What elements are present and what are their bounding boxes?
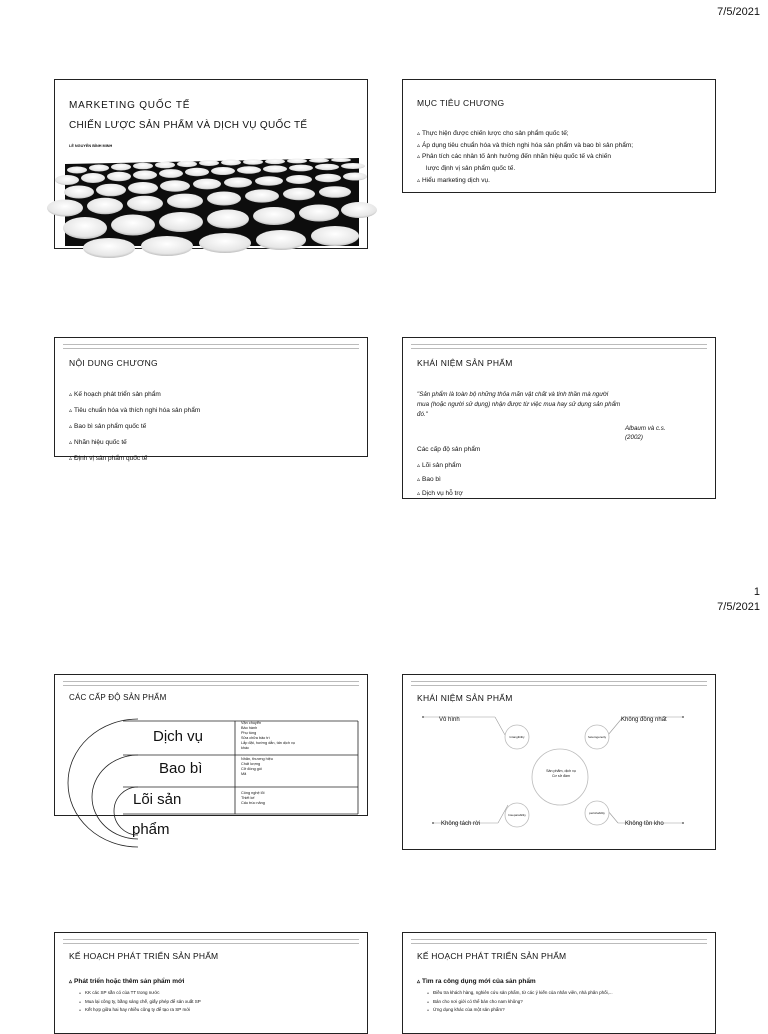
list-item: ▵ Kế hoạch phát triển sản phẩm [69,387,200,403]
slide-product-development-plan [54,932,368,1034]
author-name: LÊ NGUYỄN BÌNH MINH [69,144,113,148]
triangle-bullet-icon: ▵ [417,463,421,469]
list-item: ▵ Áp dụng tiêu chuẩn hóa và thích nghi hóa sản phẩm và bao bì sản phẩm; [417,140,633,152]
slide-product-development-plan-2 [402,932,716,1034]
sub-list-item: ▵ Mua lại công ty, bằng sáng chế, giấy phép để sản xuất SP [79,998,201,1004]
level-core-label: Lõi sản [133,791,182,808]
list-item: Sửa chữa bảo trì [241,736,270,740]
list-item: ▵ Bao bì sản phẩm quốc tế [69,419,200,435]
slide-top-bar [63,344,359,349]
triangle-bullet-icon: ▵ [417,979,421,985]
label-inseparable: Không tách rời [441,821,481,827]
label-heterogeneous: Không đồng nhất [621,717,667,723]
center-node-sublabel: Cơ sở đầm [551,774,571,778]
list-item: ▵ Phân tích các nhân tố ảnh hưởng đến nhãn hiệu quốc tế và chiến [417,153,611,160]
packaging-items [241,757,273,777]
citation [625,424,666,442]
triangle-bullet-icon: ▵ [69,440,73,446]
list-item: ▵ Định vị sản phẩm quốc tế [69,451,200,467]
core-items [241,791,265,806]
list-item: ▵ Hiểu marketing dịch vụ. [417,175,633,187]
list-item: Vận chuyển [241,721,262,725]
center-node [539,769,583,779]
triangle-bullet-icon: ▵ [417,491,421,497]
sub-list-item: ▵ Điều tra khách hàng, nghiên cứu sản phẩm, từ các ý kiến của nhân viên, nhà phân phối,... [427,990,613,995]
citation-author: Albaum và c.s. [625,425,666,432]
triangle-bullet-icon: ▵ [69,456,73,462]
list-item: Công nghệ lõi [241,791,265,795]
list-item: Mã [241,772,247,776]
slide-title-line2: CHIẾN LƯỢC SẢN PHẨM VÀ DỊCH VỤ QUỐC TẾ [69,120,308,131]
levels-diagram [63,715,363,815]
list-item: Nhãn, thương hiệu [241,757,273,761]
circles-pattern-image [65,158,359,246]
label-perishable: Không tồn kho [625,821,664,827]
list-item: ▵ Bao bì [417,473,463,487]
slide-top-bar [63,681,359,686]
level-packaging-label: Bao bì [159,760,203,777]
slide-top-bar [411,344,707,349]
slide-contents [54,337,368,462]
definition-quote [417,390,620,420]
slide-service-characteristics [402,674,716,850]
page-number: 1 [753,586,760,598]
triangle-bullet-icon: ▵ [79,998,82,1004]
list-item-continuation: lược định vị sản phẩm quốc tế. [426,165,516,172]
triangle-bullet-icon: ▵ [69,408,73,414]
sub-list-item: ▵ Ứng dụng khác của một sản phẩm? [427,1007,505,1012]
triangle-bullet-icon: ▵ [79,1007,82,1012]
list-item: Lắp đặt, hướng dẫn, tấn dịch vụ [241,741,296,745]
list-item: Chất lượng [241,762,261,766]
list-item: Cấu trúc năng [241,801,265,805]
list-item: ▵ Nhãn hiệu quốc tế [69,435,200,451]
circle-inseparability: Inseparability [508,813,526,817]
slide-product-levels [54,674,368,816]
list-item: Thiết kế [241,796,255,800]
sub-list-item: ▵ Bán cho nơi giới có thể bán cho nam không? [427,998,523,1004]
list-item: ▵ Tiêu chuẩn hóa và thích nghi hóa sản phẩm [69,403,200,419]
slide-top-bar [411,939,707,944]
list-item: Cỡ đóng gói [241,767,262,771]
list-item: Bảo hành [241,726,258,730]
triangle-bullet-icon: ▵ [69,392,73,398]
page-date-middle: 7/5/2021 [717,601,760,613]
slide-heading: CÁC CẤP ĐỘ SẢN PHẨM [69,693,167,702]
list-item: ▵ Dịch vụ hỗ trợ [417,487,463,501]
triangle-bullet-icon: ▵ [417,131,421,137]
citation-year: (2002) [625,434,643,441]
circle-perishability: perishability [589,811,605,815]
slide-objectives [402,79,716,193]
service-items [241,721,295,751]
list-item: ▵ Tìm ra công dụng mới của sản phẩm [417,975,613,989]
circle-intangibility: Intangibility [509,735,525,739]
levels-heading: Các cấp độ sản phẩm [417,446,481,453]
list-item: ▵ Phát triển hoặc thêm sản phẩm mới [69,975,201,989]
triangle-bullet-icon: ▵ [69,424,73,430]
slide-heading: MỤC TIÊU CHƯƠNG [417,98,505,108]
triangle-bullet-icon: ▵ [417,143,421,149]
slide-heading: KẾ HOẠCH PHÁT TRIỂN SẢN PHẨM [417,951,567,961]
list-item: ▵ Lõi sản phẩm [417,459,463,473]
level-core-label-overflow: phẩm [132,821,170,838]
label-intangible: Vô hình [439,717,460,723]
slide-title-line1: MARKETING QUỐC TẾ [69,100,191,111]
page-date-top: 7/5/2021 [717,6,760,18]
slide-top-bar [411,681,707,686]
slide-heading: KHÁI NIỆM SẢN PHẨM [417,693,513,703]
quote-line: "Sản phẩm là toàn bộ những thỏa mãn vật chất và tinh thần mà người [417,391,609,398]
list-item: khác [241,746,250,750]
quote-line: mua (hoặc người sử dụng) nhận được từ việc mua hay sử dụng sản phẩm [417,401,621,408]
slide-heading: KẾ HOẠCH PHÁT TRIỂN SẢN PHẨM [69,951,219,961]
circle-heterogeneity: heterogeneity [587,735,607,739]
triangle-bullet-icon: ▵ [417,154,421,160]
level-service-label: Dịch vụ [153,728,204,745]
triangle-bullet-icon: ▵ [427,998,430,1004]
triangle-bullet-icon: ▵ [427,990,430,995]
slide-heading: KHÁI NIỆM SẢN PHẨM [417,358,513,368]
triangle-bullet-icon: ▵ [417,477,421,483]
sub-list-item: ▵ Kết hợp giữa hai hay nhiều công ty để tạo ra SP mới [79,1007,191,1012]
center-node-label: Sản phẩm, dịch vụ [546,769,576,773]
quote-line: đó." [417,411,428,418]
list-item: Phụ tùng [241,731,257,735]
slide-product-concept [402,337,716,499]
list-item: ▵ Thực hiện được chiến lược cho sản phẩm quốc tế; [417,128,633,140]
triangle-bullet-icon: ▵ [69,979,73,985]
triangle-bullet-icon: ▵ [79,990,82,995]
triangle-bullet-icon: ▵ [427,1007,430,1012]
sub-list-item: ▵ KK các SP sẵn có của TT trong nước [79,990,160,995]
triangle-bullet-icon: ▵ [417,178,421,184]
slide-title [54,79,368,249]
slide-heading: NỘI DUNG CHƯƠNG [69,358,158,368]
slide-top-bar [63,939,359,944]
